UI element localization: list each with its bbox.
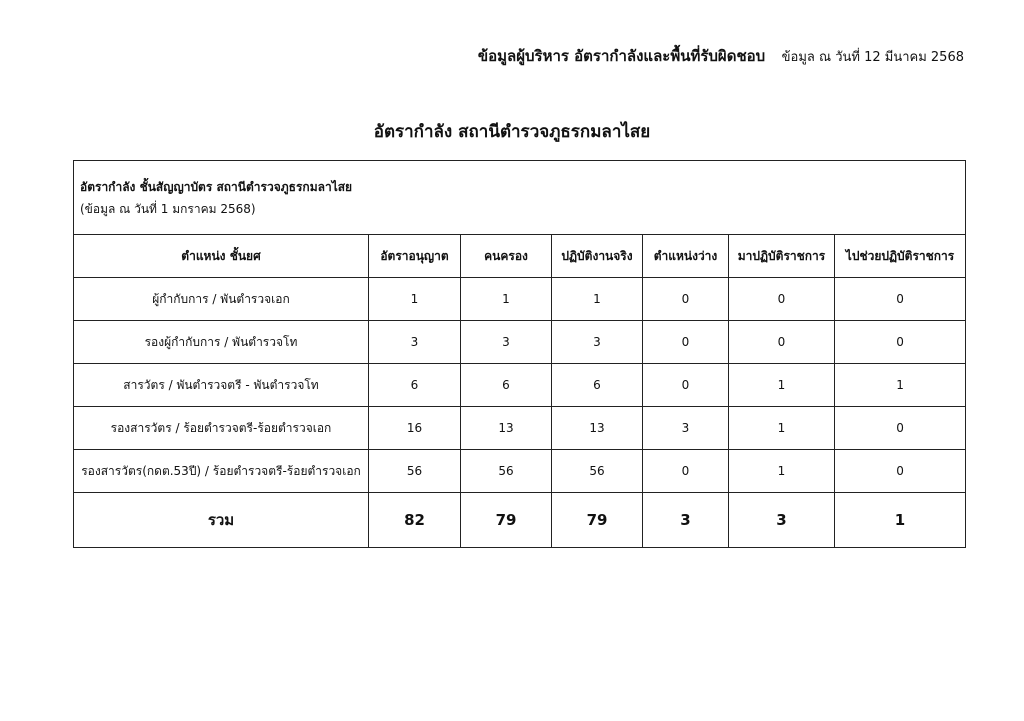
assigned-in-cell: 1	[729, 450, 835, 493]
vacant-cell: 0	[643, 321, 729, 364]
assigned-out-cell: 0	[835, 450, 966, 493]
table-caption-row	[74, 161, 966, 235]
column-header-authorized: อัตราอนุญาต	[369, 235, 461, 278]
total-occupied: 79	[461, 493, 552, 548]
occupied-cell: 6	[461, 364, 552, 407]
assigned-out-cell: 0	[835, 278, 966, 321]
occupied-cell: 56	[461, 450, 552, 493]
total-label: รวม	[74, 493, 369, 548]
authorized-cell: 3	[369, 321, 461, 364]
actual-duty-cell: 6	[552, 364, 643, 407]
position-cell: รองสารวัตร(กดต.53ปี) / ร้อยตำรวจตรี-ร้อยตำรวจเอก	[74, 450, 369, 493]
assigned-in-cell: 1	[729, 364, 835, 407]
header-title: ข้อมูลผู้บริหาร อัตรากำลังและพื้นที่รับผิดชอบ	[477, 47, 766, 65]
document-header	[478, 44, 964, 68]
vacant-cell: 0	[643, 278, 729, 321]
authorized-cell: 1	[369, 278, 461, 321]
authorized-cell: 6	[369, 364, 461, 407]
table-row	[74, 364, 966, 407]
actual-duty-cell: 3	[552, 321, 643, 364]
position-cell: รองผู้กำกับการ / พันตำรวจโท	[74, 321, 369, 364]
total-authorized: 82	[369, 493, 461, 548]
column-header-occupied: คนครอง	[461, 235, 552, 278]
assigned-out-cell: 1	[835, 364, 966, 407]
assigned-out-cell: 0	[835, 321, 966, 364]
table-caption-title: อัตรากำลัง ชั้นสัญญาบัตร สถานีตำรวจภูธรกมลาไสย	[80, 179, 353, 194]
position-cell: สารวัตร / พันตำรวจตรี - พันตำรวจโท	[74, 364, 369, 407]
actual-duty-cell: 56	[552, 450, 643, 493]
occupied-cell: 1	[461, 278, 552, 321]
assigned-in-cell: 0	[729, 321, 835, 364]
column-header-vacant: ตำแหน่งว่าง	[643, 235, 729, 278]
table-caption	[74, 161, 966, 235]
header-date: ข้อมูล ณ วันที่ 12 มีนาคม 2568	[781, 50, 964, 65]
column-header-assigned-in: มาปฏิบัติราชการ	[729, 235, 835, 278]
authorized-cell: 16	[369, 407, 461, 450]
table-row	[74, 278, 966, 321]
column-header-assigned-out: ไปช่วยปฏิบัติราชการ	[835, 235, 966, 278]
total-assigned-in: 3	[729, 493, 835, 548]
manpower-table	[73, 160, 966, 548]
assigned-in-cell: 0	[729, 278, 835, 321]
table-row	[74, 407, 966, 450]
table-header-row	[74, 235, 966, 278]
table-row	[74, 450, 966, 493]
occupied-cell: 13	[461, 407, 552, 450]
column-header-position: ตำแหน่ง ชั้นยศ	[74, 235, 369, 278]
actual-duty-cell: 13	[552, 407, 643, 450]
table-row	[74, 321, 966, 364]
table-total-row	[74, 493, 966, 548]
position-cell: รองสารวัตร / ร้อยตำรวจตรี-ร้อยตำรวจเอก	[74, 407, 369, 450]
authorized-cell: 56	[369, 450, 461, 493]
occupied-cell: 3	[461, 321, 552, 364]
vacant-cell: 0	[643, 364, 729, 407]
total-vacant: 3	[643, 493, 729, 548]
vacant-cell: 3	[643, 407, 729, 450]
total-actual-duty: 79	[552, 493, 643, 548]
assigned-out-cell: 0	[835, 407, 966, 450]
position-cell: ผู้กำกับการ / พันตำรวจเอก	[74, 278, 369, 321]
actual-duty-cell: 1	[552, 278, 643, 321]
column-header-actual-duty: ปฏิบัติงานจริง	[552, 235, 643, 278]
total-assigned-out: 1	[835, 493, 966, 548]
table-caption-date: (ข้อมูล ณ วันที่ 1 มกราคม 2568)	[80, 201, 256, 216]
assigned-in-cell: 1	[729, 407, 835, 450]
page-title: อัตรากำลัง สถานีตำรวจภูธรกมลาไสย	[373, 122, 651, 142]
vacant-cell: 0	[643, 450, 729, 493]
